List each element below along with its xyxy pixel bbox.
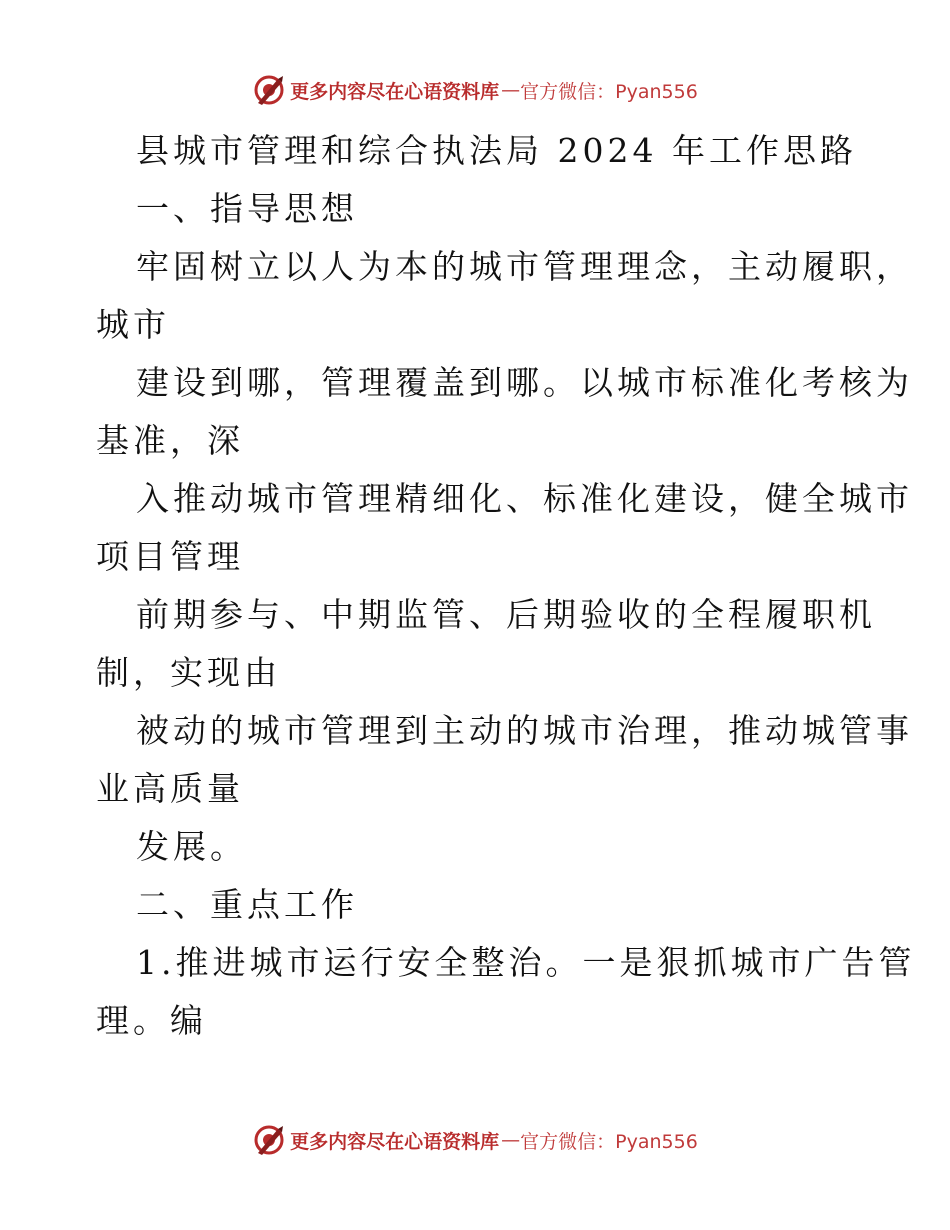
header-watermark-banner (0, 70, 950, 110)
document-line: 城市 (96, 305, 170, 344)
banner-brand-text: 更多内容尽在心语资料库 (290, 1130, 500, 1153)
document-line: 牢固树立以人为本的城市管理理念，主动履职， (136, 247, 913, 286)
document-line: 理。编 (96, 1001, 207, 1040)
document-line: 被动的城市管理到主动的城市治理，推动城管事 (136, 711, 913, 750)
document-line: 建设到哪，管理覆盖到哪。以城市标准化考核为 (136, 363, 913, 402)
pen-seal-logo-icon (252, 73, 286, 107)
document-line: 制，实现由 (96, 653, 281, 692)
document-line: 项目管理 (96, 537, 244, 576)
document-body (96, 122, 916, 1050)
document-line: 业高质量 (96, 769, 244, 808)
banner-wechat-text: 官方微信：Pyan556 (520, 1130, 698, 1153)
document-line: 发展。 (136, 827, 247, 866)
pen-seal-logo-icon (252, 1123, 286, 1157)
banner-brand-text: 更多内容尽在心语资料库 (290, 80, 500, 103)
banner-wechat-text: 官方微信：Pyan556 (520, 80, 698, 103)
document-line: 基准，深 (96, 421, 244, 460)
document-line: 一、指导思想 (136, 189, 358, 228)
banner-dash: — (501, 79, 519, 101)
document-line: 1.推进城市运行安全整治。一是狠抓城市广告管 (136, 943, 916, 982)
document-line: 入推动城市管理精细化、标准化建设，健全城市 (136, 479, 913, 518)
banner-dash: — (501, 1129, 519, 1151)
document-line: 县城市管理和综合执法局 2024 年工作思路 (136, 131, 857, 170)
footer-watermark-banner (0, 1120, 950, 1160)
document-line: 前期参与、中期监管、后期验收的全程履职机 (136, 595, 876, 634)
document-line: 二、重点工作 (136, 885, 358, 924)
